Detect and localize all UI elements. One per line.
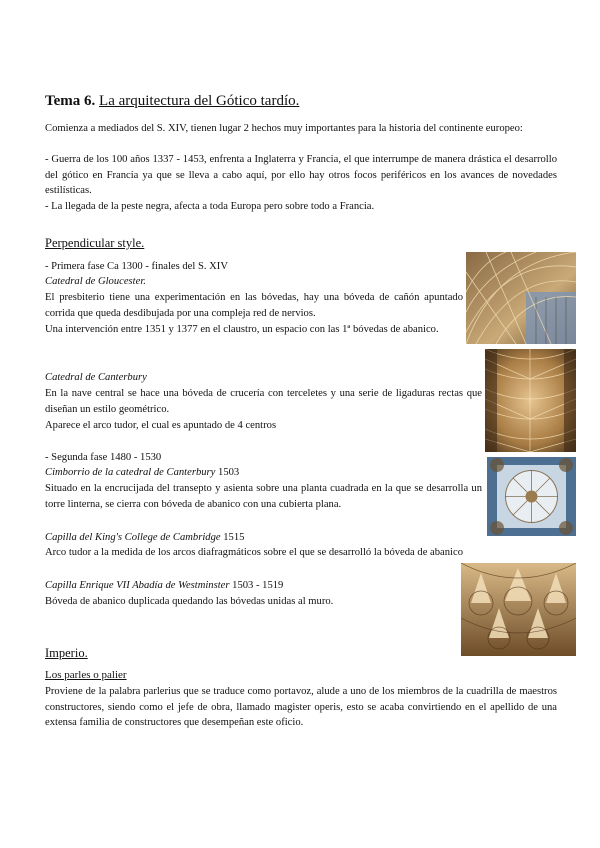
intro-paragraph-3: - La llegada de la peste negra, afecta a toda Europa pero sobre todo a Francia. <box>45 201 375 212</box>
enrique-title <box>45 578 283 594</box>
subheading-parles: Los parles o palier <box>45 669 127 681</box>
canterbury-name: Catedral de Canterbury <box>45 372 147 383</box>
canterbury-text-1: En la nave central se hace una bóveda de crucería con terceletes y una serie de ligaduras rectas que diseñan un estilo geométrico. <box>45 388 482 415</box>
cimborrio-text: Situado en la encrucijada del transepto y asienta sobre una planta cuadrada en la que se desarrolla un torre linterna, se cierra con bóveda de abanico con una cubierta plana. <box>45 483 482 510</box>
gloucester-photo <box>466 252 576 344</box>
kings-name: Capilla del King's College de Cambridge <box>45 532 221 543</box>
imperio-text: Proviene de la palabra parlerius que se traduce como portavoz, alude a uno de los miembros de la cuadrilla de maestros constructores, siendo como el jefe de obra, llamado magister operis, esto se acaba convirtiendo en el apellido de una extensa familia de constructores que desempeñan este oficio. <box>45 686 557 728</box>
page-title <box>45 93 299 110</box>
intro-paragraph-2: - Guerra de los 100 años 1337 - 1453, enfrenta a Inglaterra y Francia, el que interrumpe de manera drástica el desarrollo del gótico en Francia ya que se lleva a cabo aquí, por ello hay otros focos periféricos en los avances de novedades estilísticas. <box>45 154 557 196</box>
enrique-photo <box>461 563 576 656</box>
title-text: La arquitectura del Gótico tardío. <box>99 93 300 109</box>
kings-year: 1515 <box>223 532 245 543</box>
enrique-year: 1503 - 1519 <box>232 580 284 591</box>
canterbury-photo <box>485 349 576 452</box>
enrique-name: Capilla Enrique VII Abadía de Westminster <box>45 580 230 591</box>
cimborrio-name: Cimborrio de la catedral de Canterbury <box>45 467 216 478</box>
kings-text: Arco tudor a la medida de los arcos diafragmáticos sobre el que se desarrolló la bóveda de abanico <box>45 547 463 558</box>
gloucester-name: Catedral de Gloucester. <box>45 276 146 287</box>
kings-title <box>45 530 244 546</box>
cimborrio-photo <box>487 457 576 536</box>
enrique-text: Bóveda de abanico duplicada quedando las bóvedas unidas al muro. <box>45 596 334 607</box>
intro-paragraph-1: Comienza a mediados del S. XIV, tienen lugar 2 hechos muy importantes para la historia del continente europeo: <box>45 123 523 134</box>
cimborrio-year: 1503 <box>218 467 240 478</box>
section-heading-imperio: Imperio. <box>45 646 88 660</box>
phase-2-label: - Segunda fase 1480 - 1530 <box>45 452 162 463</box>
title-number: Tema 6. <box>45 93 96 109</box>
gloucester-text-1: El presbiterio tiene una experimentación en las bóvedas, hay una bóveda de cañón apuntado corrida que queda desdibujada por una compleja red de nervios. <box>45 292 463 319</box>
section-heading-perpendicular: Perpendicular style. <box>45 236 145 250</box>
canterbury-text-2: Aparece el arco tudor, el cual es apuntado de 4 centros <box>45 420 277 431</box>
cimborrio-title <box>45 465 239 481</box>
gloucester-text-2: Una intervención entre 1351 y 1377 en el claustro, un espacio con las 1ª bóvedas de abanico. <box>45 324 439 335</box>
phase-1-label: - Primera fase Ca 1300 - finales del S. XIV <box>45 261 228 272</box>
